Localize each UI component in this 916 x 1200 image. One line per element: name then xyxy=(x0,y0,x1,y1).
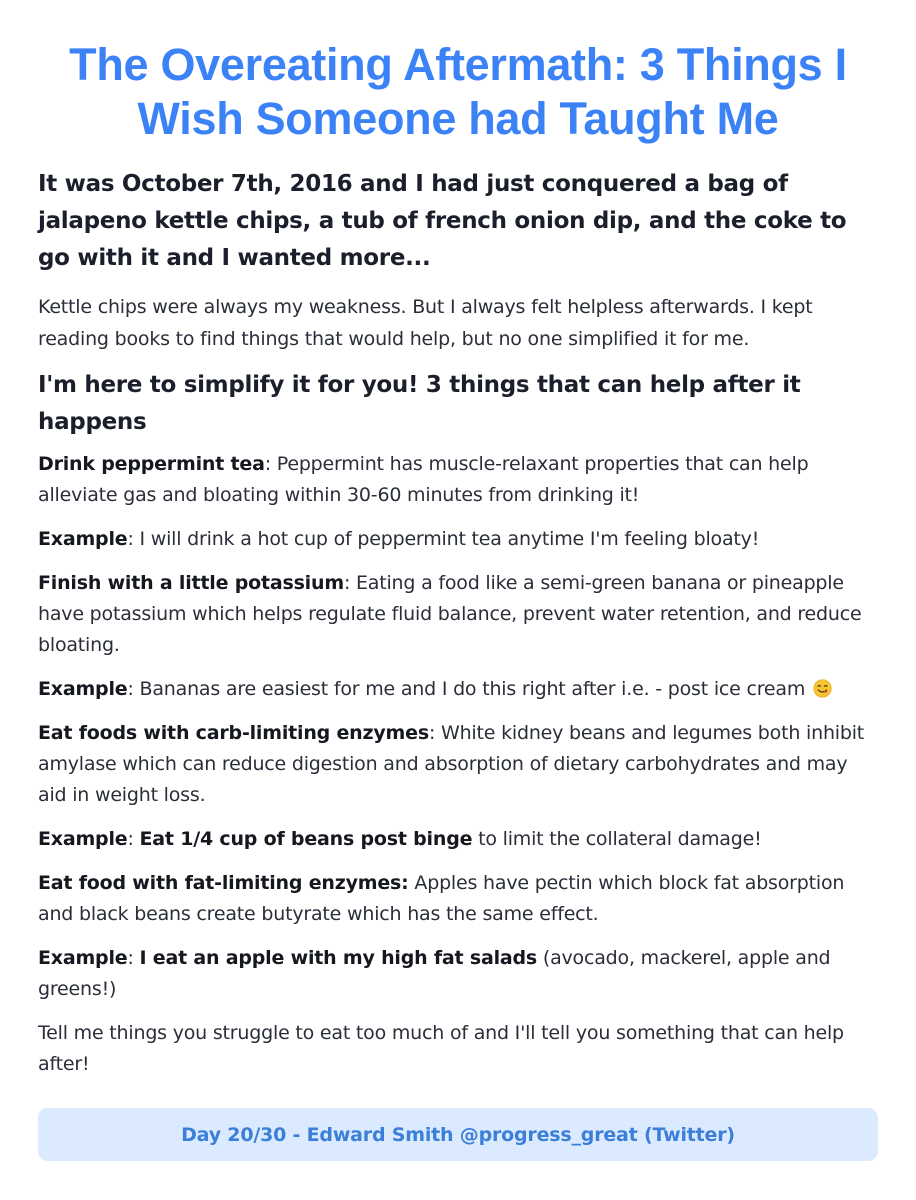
tip-heading: Finish with a little potassium xyxy=(38,572,344,594)
tip-separator: : xyxy=(264,453,277,475)
tip-text: Apples have pectin which block fat absorption and black beans create butyrate which has the same effect. xyxy=(38,872,845,925)
tip-separator: : xyxy=(428,722,441,744)
example-label: Example xyxy=(38,528,128,550)
tip-text: Peppermint has muscle-relaxant properties that can help alleviate gas and bloating within 30-60 minutes from drinking it! xyxy=(38,453,809,506)
footer-text: Day 20/30 - Edward Smith @progress_great (Twitter) xyxy=(181,1123,735,1146)
example-text: (avocado, mackerel, apple and greens!) xyxy=(38,947,831,1000)
closing-paragraph: Tell me things you struggle to eat too much of and I'll tell you something that can help after! xyxy=(38,1022,844,1075)
tip-separator: : xyxy=(127,678,140,700)
tip-separator: : xyxy=(127,947,140,969)
tip-fat-limiting-enzymes xyxy=(38,868,878,930)
tip-carb-limiting-enzymes xyxy=(38,718,878,811)
tip-separator: : xyxy=(127,828,140,850)
tip-heading: Drink peppermint tea xyxy=(38,453,265,475)
section-subheading: I'm here to simplify it for you! 3 things that can help after it happens xyxy=(38,372,801,435)
tip-separator: : xyxy=(343,572,356,594)
example-text: I will drink a hot cup of peppermint tea anytime I'm feeling bloaty! xyxy=(139,528,760,550)
intro-paragraph: Kettle chips were always my weakness. But I always felt helpless afterwards. I kept reading books to find things that would help, but no one simplified it for me. xyxy=(38,296,813,350)
example-apple xyxy=(38,943,878,1005)
page-title: The Overeating Aftermath: 3 Things I Wish Someone had Taught Me xyxy=(69,39,847,144)
example-text: Bananas are easiest for me and I do this right after i.e. - post ice cream xyxy=(139,678,806,700)
tip-potassium xyxy=(38,568,878,661)
lead-paragraph: It was October 7th, 2016 and I had just conquered a bag of jalapeno kettle chips, a tub of french onion dip, and the coke to go with it and I wanted more... xyxy=(38,171,847,271)
example-label: Example xyxy=(38,947,128,969)
footer-banner xyxy=(38,1108,878,1161)
example-bold-text: I eat an apple with my high fat salads xyxy=(139,947,538,969)
example-label: Example xyxy=(38,828,128,850)
example-text: to limit the collateral damage! xyxy=(472,828,762,850)
example-bananas xyxy=(38,674,878,705)
tip-heading: Eat food with fat-limiting enzymes: xyxy=(38,872,409,894)
tip-heading: Eat foods with carb-limiting enzymes xyxy=(38,722,429,744)
example-label: Example xyxy=(38,678,128,700)
tip-separator: : xyxy=(127,528,140,550)
savoring-food-emoji-icon xyxy=(813,679,832,698)
tip-text: White kidney beans and legumes both inhibit amylase which can reduce digestion and absorption of dietary carbohydrates and may aid in weight loss. xyxy=(38,722,865,806)
tip-peppermint-tea xyxy=(38,449,878,511)
tip-text: Eating a food like a semi-green banana or pineapple have potassium which helps regulate fluid balance, prevent water retention, and reduce bloating. xyxy=(38,572,862,656)
example-beans xyxy=(38,824,878,855)
example-bold-text: Eat 1/4 cup of beans post binge xyxy=(139,828,473,850)
example-peppermint xyxy=(38,524,878,555)
